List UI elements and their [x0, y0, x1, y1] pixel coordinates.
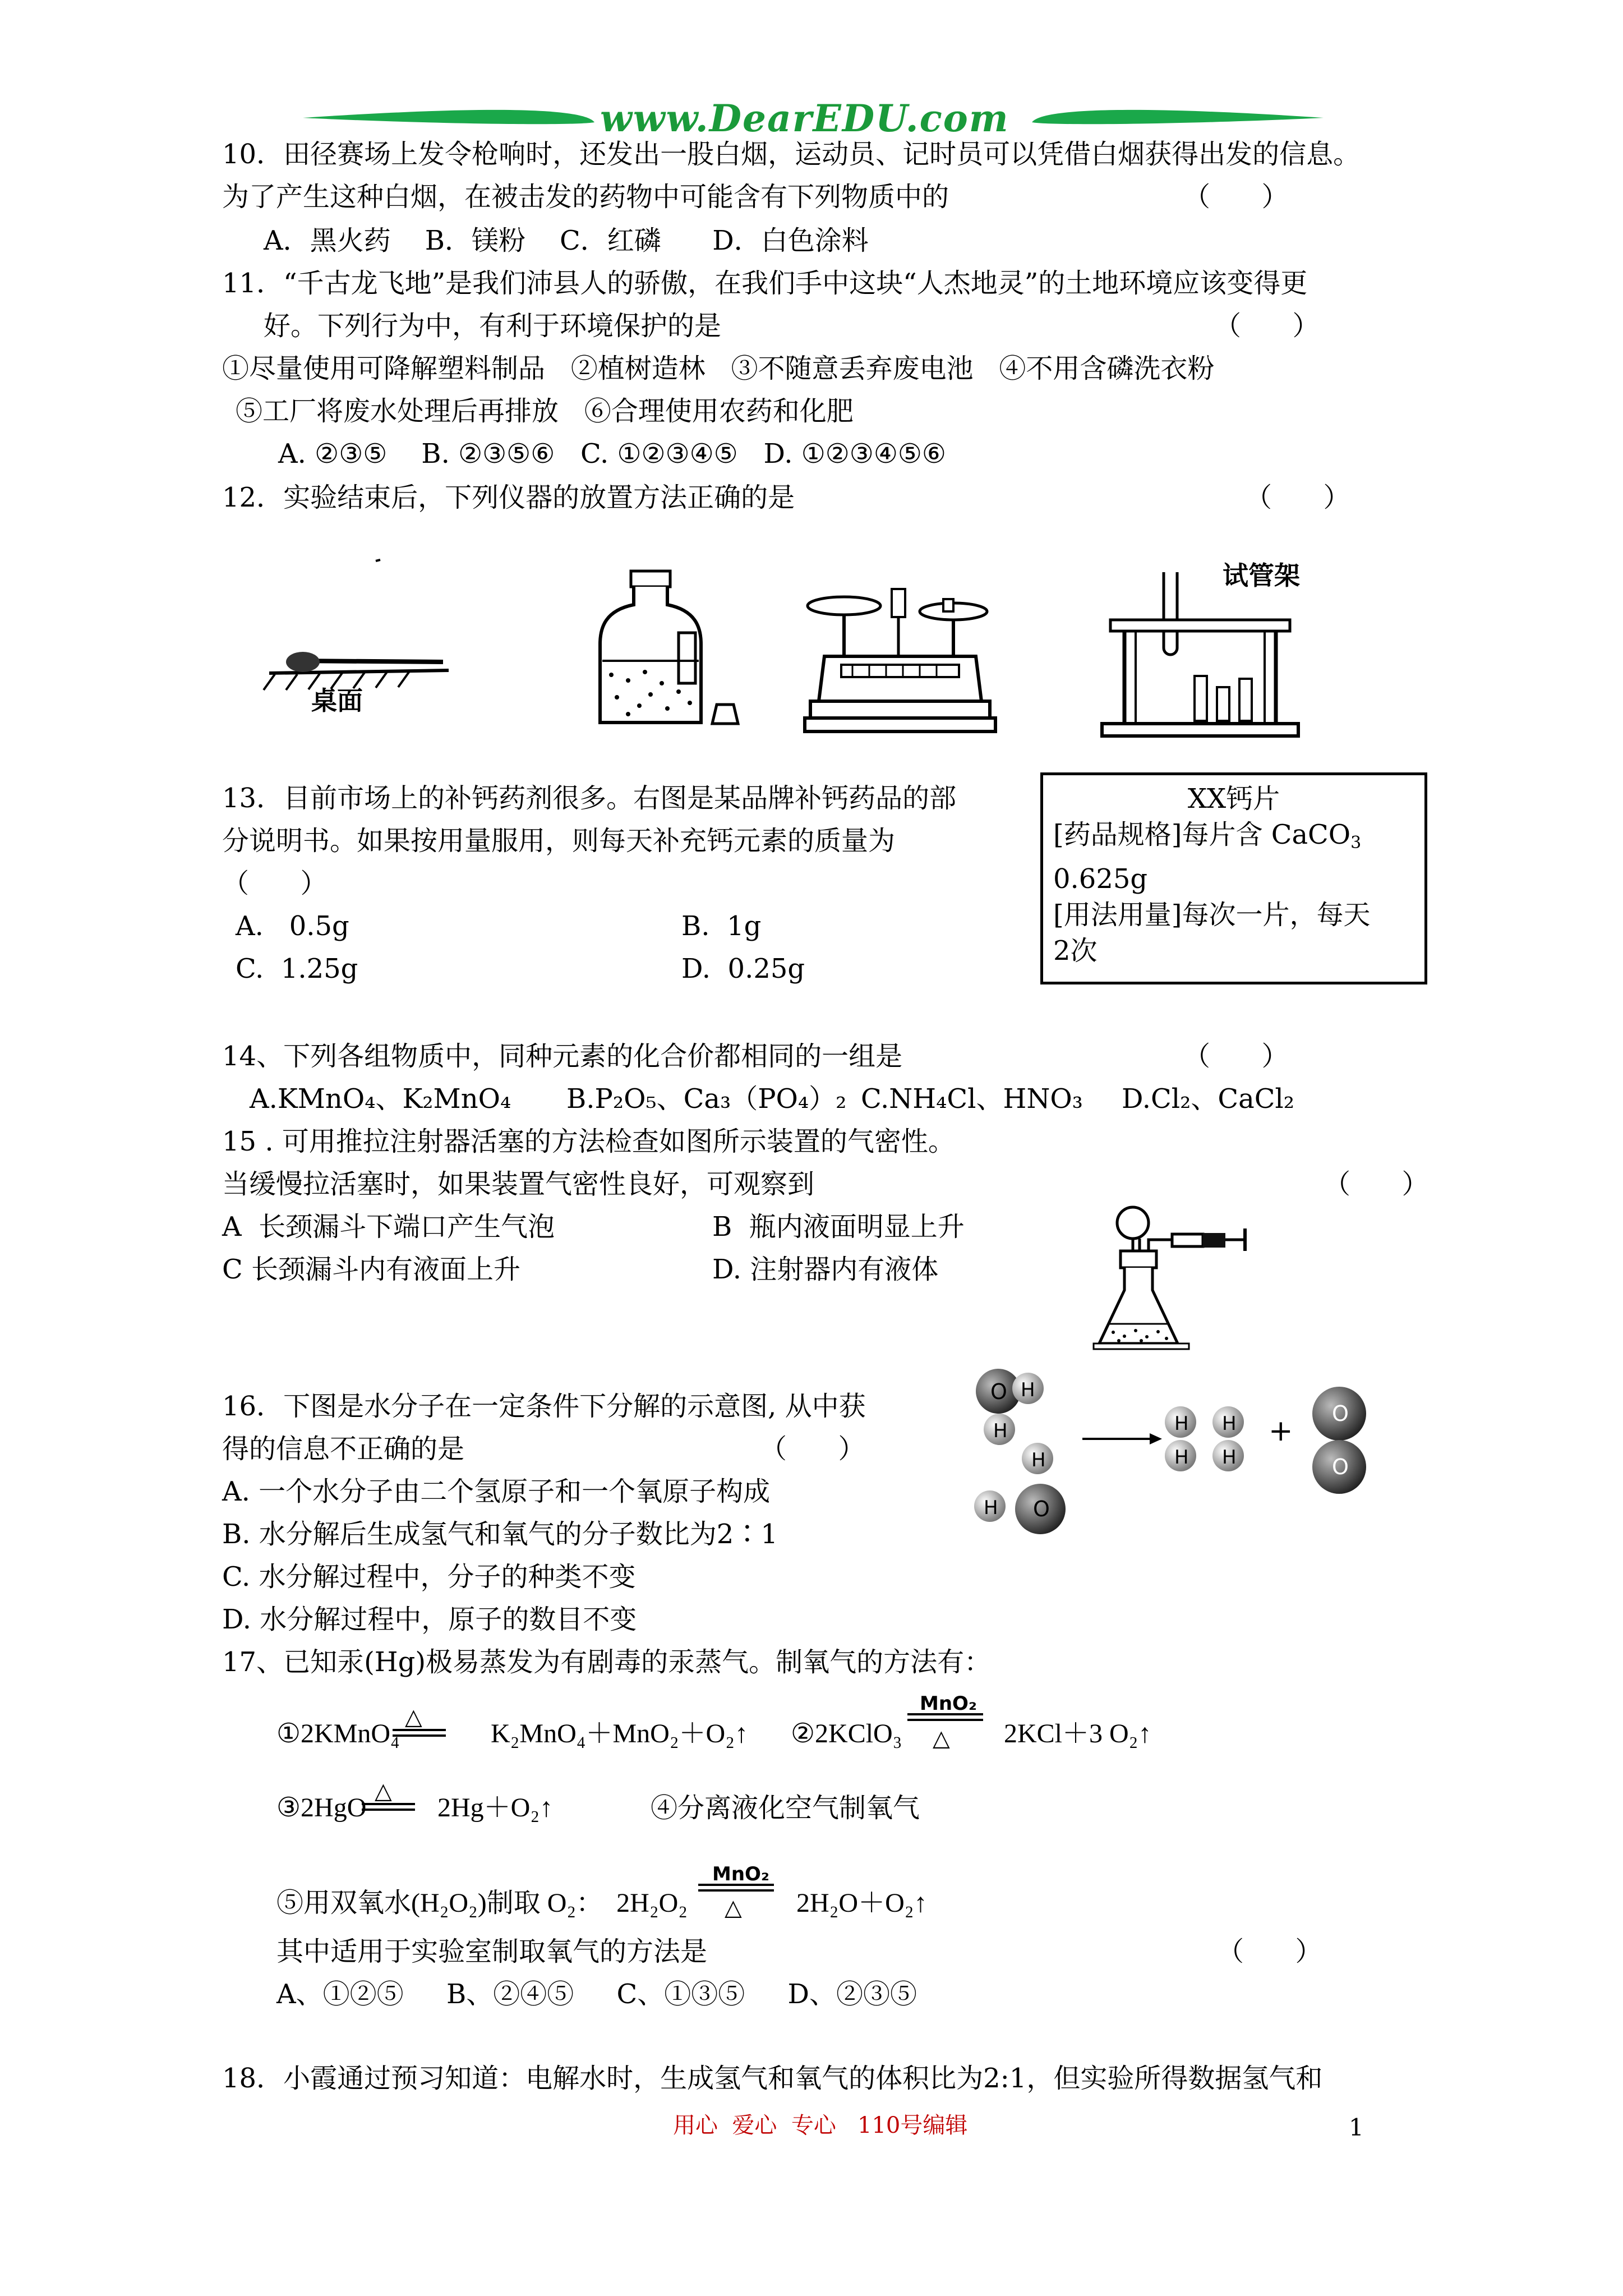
q17-eq1-right: K₂MnO₄＋MnO₂＋O₂↑ [491, 1719, 748, 1749]
q17-eq2-catalyst: MnO₂ [920, 1692, 977, 1715]
q12-fig-reagent-bottle [594, 571, 740, 745]
plus-sign: + [1269, 1414, 1293, 1448]
q17-eq1-equals [393, 1728, 446, 1739]
footer-editor: 用心 爱心 专心 110号编辑 [673, 2113, 968, 2138]
q11-line1: 11．“千古龙飞地”是我们沛县人的骄傲，在我们手中这块“人杰地灵”的土地环境应该变得更 [222, 268, 1308, 299]
q17-eq2-right: 2KCl＋3 O₂↑ [1004, 1719, 1152, 1749]
q16-optD: D. 水分解过程中，原子的数目不变 [222, 1604, 637, 1635]
q15-fig-airtightness-apparatus [1094, 1206, 1262, 1358]
label-o: O [1332, 1455, 1349, 1479]
q17-eq1-left: ①2KMnO₄ [276, 1719, 400, 1749]
q17-eq4: ④分离液化空气制氧气 [651, 1792, 920, 1824]
q17-question: 其中适用于实验室制取氧气的方法是 [276, 1936, 708, 1967]
q12-label-desk: 桌面 [311, 685, 363, 716]
q17-eq2-left: ②2KClO₃ [791, 1719, 902, 1749]
calbox-spec: [药品规格]每片含 CaCO$_3$ [1053, 819, 1362, 853]
header-logo[interactable]: www.DearEDU.com [600, 96, 1009, 140]
q15-optD: D. 注射器内有液体 [712, 1254, 939, 1285]
banner-left-swoosh [303, 110, 594, 124]
label-o: O [1332, 1401, 1349, 1426]
q16-line2: 得的信息不正确的是 [222, 1433, 465, 1465]
q15-optC: C 长颈漏斗内有液面上升 [222, 1254, 520, 1285]
banner-right-swoosh [1032, 110, 1324, 124]
q12-line1: 12．实验结束后，下列仪器的放置方法正确的是 [222, 482, 795, 513]
q17-eq3-right: 2Hg＋O₂↑ [437, 1793, 554, 1823]
label-h: H [1222, 1446, 1237, 1469]
q14-optC: C.NH₄Cl、HNO₃ [861, 1083, 1083, 1115]
page-number: 1 [1349, 2114, 1364, 2141]
q11-line2: 好。下列行为中，有利于环境保护的是 [264, 310, 722, 342]
q11-items1: ①尽量使用可降解塑料制品 ②植树造林 ③不随意丢弃废电池 ④不用含磷洗衣粉 [222, 353, 1215, 384]
q14-optA: A.KMnO₄、K₂MnO₄ [250, 1083, 511, 1115]
label-o: O [1033, 1497, 1050, 1521]
calbox-times: 2次 [1053, 935, 1098, 967]
q10-options: A．黑火药 B．镁粉 C．红磷 D．白色涂料 [264, 225, 869, 256]
q17-eq5-right: 2H₂O＋O₂↑ [796, 1888, 928, 1918]
q18-line1: 18．小霞通过预习知道：电解水时，生成氢气和氧气的体积比为2:1，但实验所得数据氢气和 [222, 2063, 1323, 2094]
q16-optC: C. 水分解过程中，分子的种类不变 [222, 1561, 636, 1593]
q17-eq5-catalyst: MnO₂ [712, 1863, 769, 1885]
q13-paren: （ ） [222, 868, 328, 899]
calcium-tablet-label-box [1040, 772, 1427, 984]
q16-paren: （ ） [760, 1433, 865, 1465]
q13-line2: 分说明书。如果按用量服用，则每天补充钙元素的质量为 [222, 825, 896, 857]
label-o: O [990, 1379, 1007, 1404]
label-h: H [1031, 1449, 1046, 1471]
q17-paren: （ ） [1217, 1936, 1322, 1967]
q13-line1: 13．目前市场上的补钙药剂很多。右图是某品牌补钙药品的部 [222, 783, 957, 814]
q17-line1: 17、已知汞(Hg)极易蒸发为有剧毒的汞蒸气。制氧气的方法有： [222, 1646, 992, 1678]
q10-line2: 为了产生这种白烟，在被击发的药物中可能含有下列物质中的 [222, 181, 949, 213]
q16-optB: B. 水分解后生成氢气和氧气的分子数比为2∶1 [222, 1519, 778, 1550]
q14-optD: D.Cl₂、CaCl₂ [1122, 1083, 1295, 1115]
q15-line1: 15 . 可用推拉注射器活塞的方法检查如图所示装置的气密性。 [222, 1126, 955, 1157]
label-h: H [1021, 1379, 1035, 1401]
q12-label-rack: 试管架 [1223, 560, 1300, 591]
q15-optB: B 瓶内液面明显上升 [712, 1211, 965, 1243]
q11-items2: ⑤工厂将废水处理后再排放 ⑥合理使用农药和化肥 [236, 395, 854, 427]
q10-line1: 10．田径赛场上发令枪响时，还发出一股白烟，运动员、记时员可以凭借白烟获得出发的信息。 [222, 139, 1361, 170]
q13-optB: B. 1g [681, 910, 762, 942]
q14-line1: 14、下列各组物质中，同种元素的化合价都相同的一组是 [222, 1041, 903, 1072]
q17-eq1-heat: △ [405, 1704, 422, 1730]
q17-options: A、①②⑤ B、②④⑤ C、①③⑤ D、②③⑤ [276, 1978, 917, 2010]
q15-line2: 当缓慢拉活塞时，如果装置气密性良好，可观察到 [222, 1168, 815, 1200]
calbox-mass: 0.625g [1053, 863, 1148, 895]
q11-options: A. ②③⑤ B. ②③⑤⑥ C. ①②③④⑤ D. ①②③④⑤⑥ [278, 438, 946, 470]
q11-paren: （ ） [1214, 310, 1320, 342]
q17-eq3-equals [362, 1802, 415, 1813]
q10-paren: （ ） [1183, 181, 1289, 213]
q14-optB: B.P₂O₅、Ca₃（PO₄）₂ [566, 1083, 847, 1115]
calbox-usage: [用法用量]每次一片，每天 [1053, 899, 1371, 931]
q17-eq3-heat: △ [375, 1778, 392, 1804]
q17-eq3-left: ③2HgO [276, 1793, 367, 1823]
label-h: H [1174, 1412, 1189, 1435]
label-h: H [993, 1420, 1008, 1442]
calbox-title: XX钙片 [1187, 783, 1280, 815]
q13-optC: C. 1.25g [236, 953, 358, 984]
q17-eq2-heat: △ [933, 1726, 950, 1751]
q12-fig-rod-on-desk [264, 555, 465, 740]
q14-paren: （ ） [1183, 1041, 1289, 1072]
q13-optD: D. 0.25g [681, 953, 805, 984]
label-h: H [1174, 1446, 1189, 1469]
q13-optA: A. 0.5g [236, 910, 349, 942]
q12-paren: （ ） [1245, 482, 1350, 513]
q16-optA: A. 一个水分子由二个氢原子和一个氧原子构成 [222, 1476, 771, 1507]
q15-paren: （ ） [1324, 1168, 1429, 1200]
q15-optA: A 长颈漏斗下端口产生气泡 [222, 1211, 555, 1243]
label-h: H [984, 1497, 998, 1519]
label-h: H [1222, 1412, 1237, 1435]
q12-fig-balance [802, 572, 998, 746]
q16-line1: 16．下图是水分子在一定条件下分解的示意图, 从中获 [222, 1391, 866, 1422]
q17-eq5-left: ⑤用双氧水(H₂O₂)制取 O₂： 2H₂O₂ [276, 1888, 688, 1918]
q17-eq5-heat: △ [725, 1895, 742, 1921]
